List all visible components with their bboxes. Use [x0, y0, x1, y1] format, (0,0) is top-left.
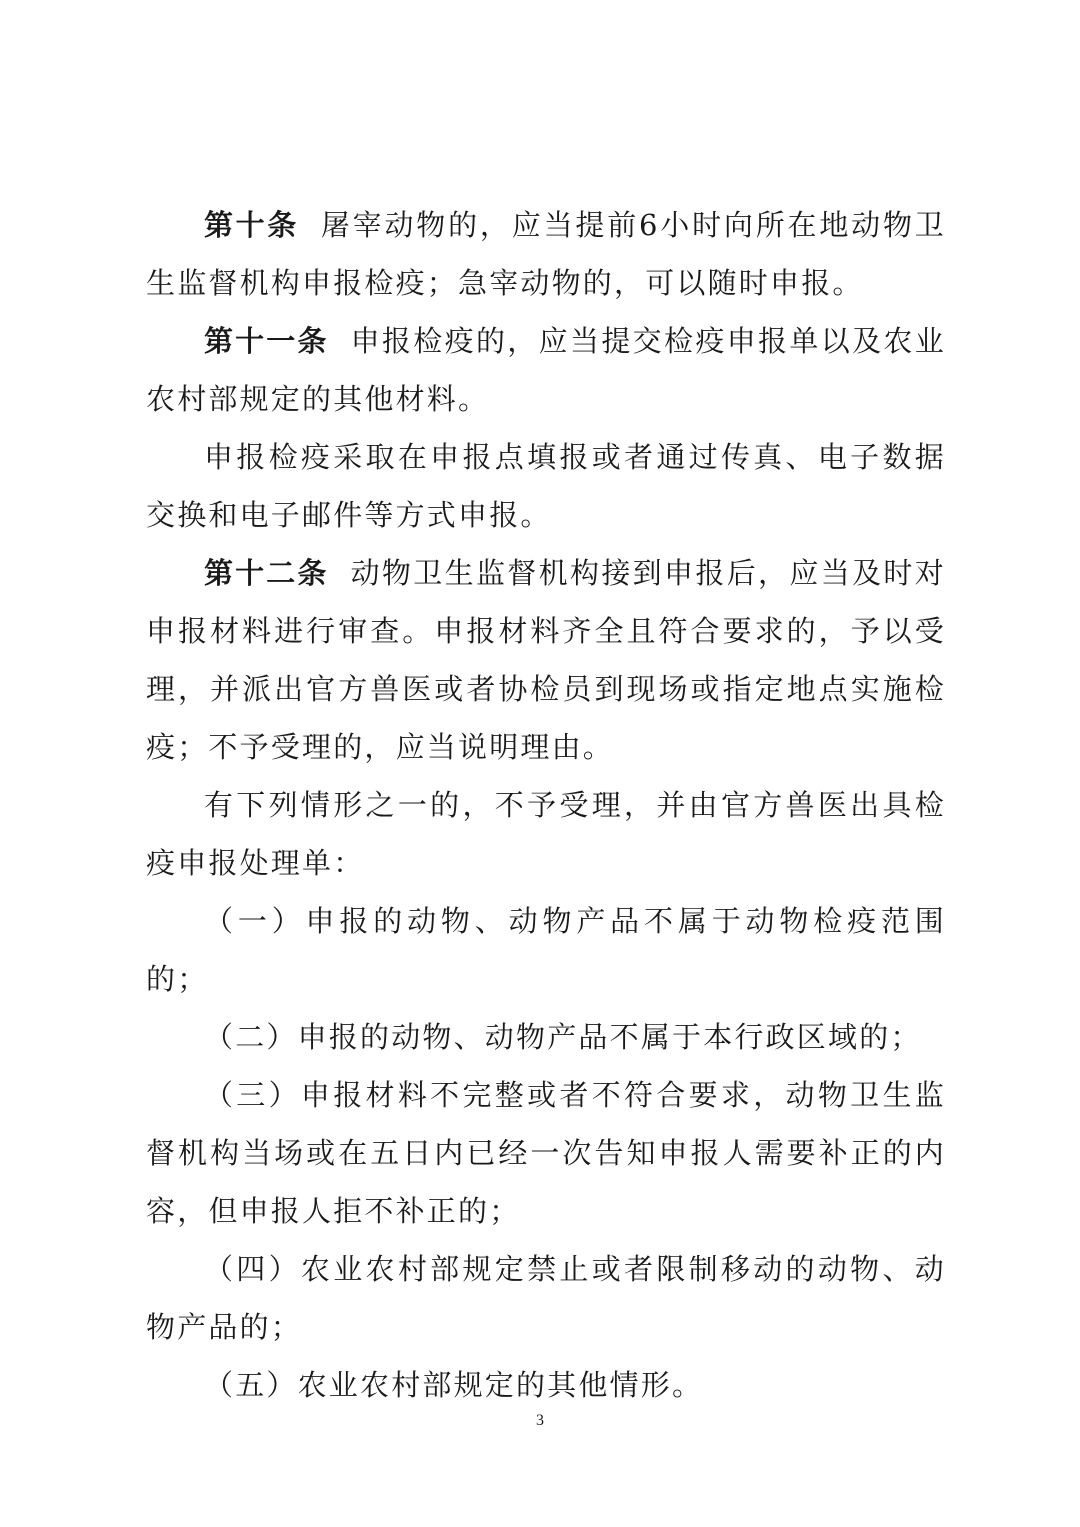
document-body [146, 196, 946, 1414]
paragraph-rejection-intro [146, 776, 946, 892]
paragraph-declaration-methods [146, 428, 946, 544]
paragraph-text: 申报检疫采取在申报点填报或者通过传真、电子数据交换和电子邮件等方式申报。 [146, 440, 946, 532]
list-item-2 [146, 1008, 946, 1066]
list-item-text: （三）申报材料不完整或者不符合要求，动物卫生监督机构当场或在五日内已经一次告知申报人需要补正的内容，但申报人拒不补正的； [146, 1078, 946, 1228]
paragraph-article-10 [146, 196, 946, 312]
list-item-text: （一）申报的动物、动物产品不属于动物检疫范围的； [146, 904, 946, 996]
paragraph-text: 动物卫生监督机构接到申报后，应当及时对申报材料进行审查。申报材料齐全且符合要求的，予以受理，并派出官方兽医或者协检员到现场或指定地点实施检疫；不予受理的，应当说明理由。 [146, 556, 946, 764]
list-item-1 [146, 892, 946, 1008]
list-item-text: （四）农业农村部规定禁止或者限制移动的动物、动物产品的； [146, 1252, 946, 1344]
paragraph-text: 申报检疫的，应当提交检疫申报单以及农业农村部规定的其他材料。 [146, 324, 946, 416]
list-item-text: （二）申报的动物、动物产品不属于本行政区域的； [204, 1020, 922, 1054]
paragraph-article-11 [146, 312, 946, 428]
page-number: 3 [536, 1412, 544, 1429]
list-item-4 [146, 1240, 946, 1356]
list-item-3 [146, 1066, 946, 1240]
paragraph-article-12 [146, 544, 946, 776]
list-item-text: （五）农业农村部规定的其他情形。 [204, 1368, 704, 1402]
article-heading: 第十条 [204, 208, 299, 242]
article-heading: 第十一条 [204, 324, 329, 358]
paragraph-text: 屠宰动物的，应当提前6小时向所在地动物卫生监督机构申报检疫；急宰动物的，可以随时申报。 [146, 208, 946, 300]
list-item-5 [146, 1356, 946, 1414]
paragraph-text: 有下列情形之一的，不予受理，并由官方兽医出具检疫申报处理单： [146, 788, 946, 880]
article-heading: 第十二条 [204, 556, 329, 590]
